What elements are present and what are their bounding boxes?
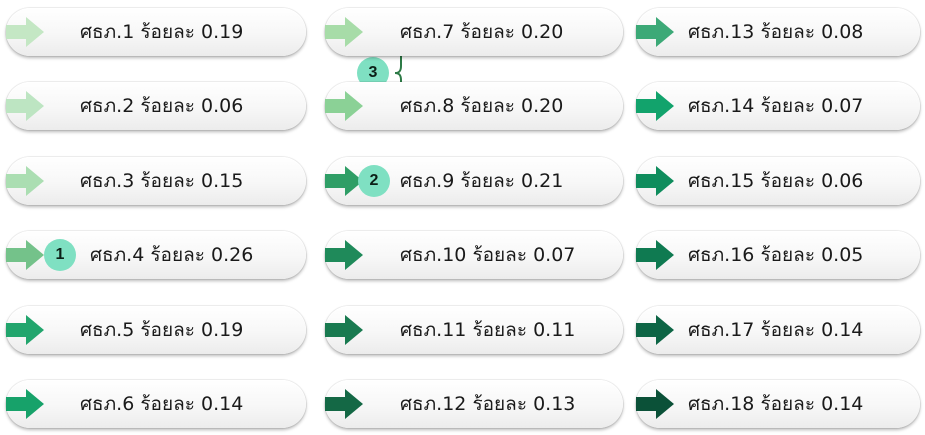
rank-badge: 2 — [358, 165, 390, 197]
region-item-label: ศธภ.1 ร้อยละ 0.19 — [80, 21, 244, 43]
region-item-label: ศธภ.3 ร้อยละ 0.15 — [80, 170, 244, 192]
region-item-label: ศธภ.11 ร้อยละ 0.11 — [400, 319, 576, 341]
arrow-right-icon — [325, 315, 363, 345]
region-item-label: ศธภ.15 ร้อยละ 0.06 — [688, 170, 864, 192]
arrow-right-icon — [6, 17, 44, 47]
arrow-right-icon — [325, 389, 363, 419]
arrow-right-icon — [325, 91, 363, 121]
region-item-label: ศธภ.14 ร้อยละ 0.07 — [688, 95, 864, 117]
arrow-right-icon — [6, 91, 44, 121]
group-badge: 3 — [357, 57, 389, 89]
arrow-right-icon — [6, 389, 44, 419]
region-item-label: ศธภ.8 ร้อยละ 0.20 — [400, 95, 564, 117]
rank-badge: 1 — [44, 239, 76, 271]
arrow-right-icon — [636, 389, 674, 419]
region-item-label: ศธภ.4 ร้อยละ 0.26 — [90, 244, 254, 266]
region-item-label: ศธภ.6 ร้อยละ 0.14 — [80, 393, 244, 415]
region-item-label: ศธภ.5 ร้อยละ 0.19 — [80, 319, 244, 341]
arrow-right-icon — [636, 315, 674, 345]
arrow-right-icon — [6, 166, 44, 196]
arrow-right-icon — [6, 240, 44, 270]
region-item-label: ศธภ.2 ร้อยละ 0.06 — [80, 95, 244, 117]
region-item-label: ศธภ.10 ร้อยละ 0.07 — [400, 244, 576, 266]
arrow-right-icon — [636, 240, 674, 270]
region-item-label: ศธภ.18 ร้อยละ 0.14 — [688, 393, 864, 415]
arrow-right-icon — [6, 315, 44, 345]
arrow-right-icon — [636, 17, 674, 47]
arrow-right-icon — [325, 240, 363, 270]
arrow-right-icon — [636, 166, 674, 196]
region-item-label: ศธภ.17 ร้อยละ 0.14 — [688, 319, 864, 341]
region-item-label: ศธภ.7 ร้อยละ 0.20 — [400, 21, 564, 43]
region-item-label: ศธภ.13 ร้อยละ 0.08 — [688, 21, 864, 43]
region-item-label: ศธภ.9 ร้อยละ 0.21 — [400, 170, 564, 192]
arrow-right-icon — [325, 17, 363, 47]
region-item-label: ศธภ.16 ร้อยละ 0.05 — [688, 244, 864, 266]
arrow-right-icon — [636, 91, 674, 121]
region-item-label: ศธภ.12 ร้อยละ 0.13 — [400, 393, 576, 415]
